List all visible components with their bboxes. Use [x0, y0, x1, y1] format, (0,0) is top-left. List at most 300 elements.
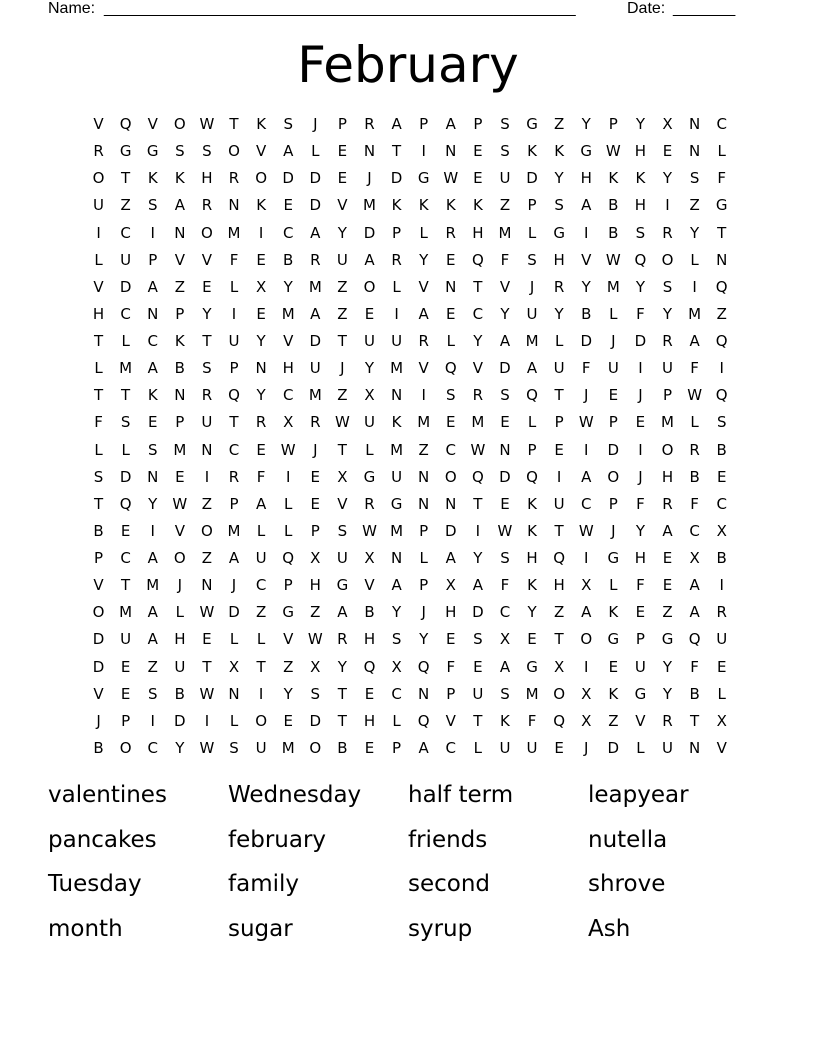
grid-letter: R [472, 386, 484, 405]
grid-letter: I [231, 304, 237, 323]
grid-letter: G [607, 630, 620, 649]
grid-letter: X [581, 711, 592, 730]
word-list-item: valentines [48, 782, 167, 808]
grid-letter: S [635, 223, 646, 242]
grid-letter: P [310, 521, 320, 540]
grid-letter: Y [419, 250, 429, 269]
word-list-item: Ash [588, 915, 631, 942]
grid-letter: T [473, 277, 483, 296]
grid-letter: I [204, 467, 210, 486]
grid-letter: E [662, 549, 673, 567]
grid-letter: N [201, 576, 213, 595]
grid-letter: P [608, 494, 618, 513]
grid-letter: M [119, 603, 133, 622]
grid-letter: B [337, 738, 348, 757]
grid-letter: L [473, 738, 483, 757]
grid-letter: W [334, 413, 350, 432]
grid-letter: B [174, 359, 185, 378]
grid-letter: Q [553, 549, 566, 567]
grid-letter: Y [527, 603, 537, 622]
grid-letter: L [229, 630, 239, 649]
grid-letter: E [364, 304, 375, 323]
grid-letter: T [391, 142, 402, 161]
grid-letter: T [93, 332, 104, 350]
grid-letter: E [608, 657, 619, 676]
grid-letter: T [121, 169, 131, 188]
grid-letter: U [662, 738, 673, 757]
grid-letter: R [201, 386, 213, 405]
grid-letter: W [172, 494, 188, 513]
grid-letter: E [283, 196, 293, 215]
grid-letter: M [173, 440, 187, 459]
grid-letter: S [527, 250, 537, 269]
grid-letter: B [716, 440, 727, 459]
grid-letter: M [525, 684, 539, 703]
grid-letter: Y [635, 115, 645, 133]
grid-letter: K [500, 711, 510, 730]
grid-letter: G [119, 142, 132, 161]
grid-letter: V [147, 115, 158, 133]
grid-letter: B [689, 467, 700, 486]
grid-letter: T [202, 657, 212, 676]
grid-letter: I [719, 359, 724, 378]
grid-letter: U [120, 630, 132, 649]
grid-letter: Q [526, 386, 538, 405]
grid-letter: L [94, 440, 103, 459]
grid-letter: W [199, 115, 215, 133]
grid-letter: Y [500, 304, 510, 323]
grid-letter: N [418, 467, 430, 486]
grid-letter: V [337, 196, 348, 215]
grid-letter: N [228, 196, 240, 215]
grid-letter: S [500, 386, 510, 405]
grid-letter: I [584, 440, 589, 459]
grid-letter: C [120, 223, 131, 242]
grid-letter: C [120, 549, 131, 567]
grid-letter: N [174, 223, 186, 242]
grid-letter: M [661, 413, 674, 432]
grid-letter: D [174, 711, 186, 730]
grid-letter: S [391, 630, 402, 649]
grid-letter: W [578, 521, 594, 540]
grid-letter: P [229, 494, 239, 513]
grid-letter: Y [337, 223, 347, 242]
grid-letter: C [147, 332, 158, 350]
grid-letter: Y [473, 332, 483, 350]
grid-letter: D [92, 630, 105, 649]
grid-letter: A [147, 549, 158, 567]
grid-letter: E [608, 386, 619, 405]
grid-letter: D [309, 196, 322, 215]
word-list-item: pancakes [48, 826, 157, 853]
grid-letter: H [282, 359, 294, 378]
grid-letter: B [174, 684, 185, 703]
grid-letter: I [150, 711, 155, 730]
grid-letter: B [608, 196, 619, 215]
grid-letter: G [282, 603, 295, 622]
word-list-item: syrup [408, 915, 473, 942]
grid-letter: M [688, 304, 702, 323]
grid-letter: O [363, 277, 376, 296]
grid-letter: T [121, 386, 131, 405]
grid-letter: T [93, 386, 104, 405]
grid-letter: W [687, 386, 703, 405]
grid-letter: A [499, 657, 511, 676]
grid-letter: O [255, 711, 268, 730]
grid-letter: B [283, 250, 294, 269]
grid-letter: T [256, 657, 266, 676]
grid-letter: E [256, 440, 266, 459]
grid-letter: T [717, 223, 727, 242]
grid-letter: B [716, 549, 727, 567]
grid-letter: R [337, 630, 348, 649]
grid-letter: M [281, 304, 295, 323]
grid-letter: M [146, 576, 160, 595]
grid-letter: L [284, 521, 293, 540]
grid-letter: R [201, 196, 213, 215]
grid-letter: Q [282, 549, 295, 567]
grid-letter: R [310, 413, 321, 432]
grid-letter: H [363, 711, 376, 730]
grid-letter: L [94, 250, 103, 269]
grid-letter: E [202, 277, 212, 296]
grid-letter: U [499, 738, 511, 757]
grid-letter: V [635, 711, 646, 730]
grid-letter: D [580, 332, 593, 350]
grid-letter: E [364, 738, 375, 757]
grid-letter: P [419, 521, 429, 540]
grid-letter: P [392, 738, 402, 757]
grid-letter: W [578, 413, 594, 432]
grid-letter: W [497, 521, 513, 540]
grid-letter: U [499, 169, 511, 188]
grid-letter: A [147, 277, 158, 296]
grid-letter: X [337, 467, 348, 486]
grid-letter: E [473, 657, 483, 676]
grid-letter: M [390, 440, 404, 459]
grid-letter: S [229, 738, 239, 757]
grid-letter: E [554, 440, 564, 459]
grid-letter: D [499, 467, 511, 486]
grid-letter: R [662, 332, 673, 350]
grid-letter: A [499, 332, 511, 350]
grid-letter: D [119, 277, 132, 296]
grid-letter: S [716, 413, 727, 432]
grid-letter: Q [526, 467, 538, 486]
grid-letter: A [283, 142, 294, 161]
grid-letter: O [92, 603, 105, 622]
grid-letter: Y [256, 332, 266, 350]
grid-letter: O [255, 169, 268, 188]
grid-letter: Z [201, 549, 213, 567]
grid-letter: V [445, 711, 456, 730]
grid-letter: R [364, 494, 375, 513]
grid-letter: Z [554, 115, 565, 133]
grid-letter: D [309, 711, 322, 730]
grid-letter: W [605, 250, 621, 269]
grid-letter: P [175, 304, 185, 323]
grid-letter: Y [554, 169, 564, 188]
grid-letter: K [256, 196, 267, 215]
grid-letter: H [174, 630, 186, 649]
grid-letter: T [337, 332, 347, 350]
word-list-item: february [228, 826, 327, 853]
grid-letter: T [202, 332, 212, 350]
grid-letter: X [499, 630, 511, 649]
grid-letter: F [636, 576, 645, 595]
grid-letter: K [391, 196, 402, 215]
grid-letter: X [228, 657, 240, 676]
grid-letter: L [175, 603, 184, 622]
grid-letter: K [472, 196, 483, 215]
grid-letter: N [418, 684, 430, 703]
grid-letter: D [526, 169, 538, 188]
grid-letter: U [255, 738, 267, 757]
grid-letter: E [635, 603, 646, 622]
grid-letter: F [256, 467, 266, 486]
grid-letter: J [421, 603, 426, 622]
grid-letter: P [419, 115, 429, 133]
grid-letter: K [635, 169, 646, 188]
grid-letter: U [363, 413, 375, 432]
word-list-item: leapyear [588, 782, 689, 808]
grid-letter: C [716, 115, 727, 133]
grid-letter: I [584, 657, 589, 676]
grid-letter: B [608, 223, 619, 242]
grid-letter: N [174, 386, 186, 405]
grid-letter: L [256, 521, 266, 540]
grid-letter: C [120, 304, 131, 323]
grid-letter: J [313, 115, 318, 133]
grid-letter: L [229, 277, 239, 296]
grid-letter: L [419, 223, 428, 242]
grid-letter: Q [363, 657, 376, 676]
grid-letter: P [635, 630, 645, 649]
grid-letter: R [662, 711, 673, 730]
grid-letter: U [228, 332, 240, 350]
grid-letter: Y [283, 277, 293, 296]
grid-letter: X [716, 521, 727, 540]
name-blank[interactable]: _____________________________________________________ [104, 0, 576, 17]
grid-letter: U [255, 549, 267, 567]
grid-letter: J [340, 359, 345, 378]
grid-letter: Q [119, 494, 132, 513]
word-list-item: friends [408, 826, 488, 853]
grid-letter: P [527, 440, 537, 459]
page-title: February [297, 36, 519, 94]
grid-letter: T [337, 711, 347, 730]
grid-letter: P [175, 413, 185, 432]
grid-letter: O [661, 250, 674, 269]
grid-letter: I [258, 223, 264, 242]
grid-letter: Z [174, 277, 185, 296]
grid-letter: K [147, 386, 158, 405]
grid-letter: I [556, 467, 562, 486]
grid-letter: Y [256, 386, 266, 405]
grid-letter: P [283, 576, 293, 595]
grid-letter: T [337, 684, 347, 703]
grid-letter: K [174, 169, 185, 188]
grid-letter: C [689, 521, 700, 540]
grid-letter: T [473, 711, 483, 730]
grid-letter: U [662, 359, 673, 378]
grid-letter: N [716, 250, 728, 269]
word-list-item: second [408, 871, 491, 897]
grid-letter: I [475, 521, 481, 540]
grid-letter: J [367, 169, 372, 188]
grid-letter: K [608, 684, 619, 703]
grid-letter: W [199, 603, 215, 622]
grid-letter: Q [715, 386, 728, 405]
grid-letter: D [309, 169, 322, 188]
grid-letter: Q [471, 250, 484, 269]
grid-letter: D [282, 169, 294, 188]
grid-letter: A [147, 630, 158, 649]
grid-letter: H [526, 549, 538, 567]
grid-letter: N [445, 142, 457, 161]
grid-letter: B [581, 304, 592, 323]
date-blank[interactable]: _______ [673, 0, 736, 17]
grid-letter: S [202, 142, 212, 161]
grid-letter: E [662, 576, 673, 595]
grid-letter: W [470, 440, 486, 459]
grid-letter: A [391, 115, 402, 133]
grid-letter: S [446, 386, 456, 405]
grid-letter: Y [581, 277, 591, 296]
grid-letter: D [363, 223, 376, 242]
grid-letter: V [337, 494, 348, 513]
grid-letter: S [554, 196, 564, 215]
header [48, 0, 768, 20]
grid-letter: Z [283, 657, 294, 676]
grid-letter: J [638, 386, 643, 405]
grid-letter: A [418, 304, 429, 323]
grid-letter: E [364, 684, 375, 703]
grid-letter: U [472, 684, 484, 703]
grid-letter: Q [688, 630, 701, 649]
grid-letter: O [607, 467, 620, 486]
grid-letter: P [337, 115, 347, 133]
grid-letter: N [363, 142, 376, 161]
grid-letter: Z [418, 440, 429, 459]
grid-letter: Q [471, 467, 484, 486]
grid-letter: N [201, 440, 213, 459]
grid-letter: Z [147, 657, 158, 676]
grid-letter: M [308, 277, 322, 296]
grid-letter: Y [635, 277, 645, 296]
grid-letter: Y [283, 684, 293, 703]
grid-letter: Z [255, 603, 267, 622]
grid-letter: P [121, 711, 131, 730]
grid-letter: X [581, 576, 592, 595]
grid-letter: E [554, 738, 564, 757]
grid-letter: D [607, 738, 620, 757]
grid-letter: Z [201, 494, 213, 513]
grid-letter: Z [689, 196, 700, 215]
grid-letter: L [717, 142, 726, 161]
grid-letter: H [309, 576, 321, 595]
grid-letter: H [201, 169, 213, 188]
grid-letter: Z [554, 603, 565, 622]
grid-letter: A [310, 304, 321, 323]
grid-letter: F [636, 494, 645, 513]
grid-letter: V [93, 115, 104, 133]
grid-letter: O [119, 738, 132, 757]
grid-letter: S [689, 169, 700, 188]
grid-letter: V [93, 277, 104, 296]
grid-letter: W [280, 440, 296, 459]
grid-letter: Q [553, 711, 566, 730]
grid-letter: V [716, 738, 727, 757]
grid-letter: D [309, 332, 322, 350]
grid-letter: I [584, 223, 589, 242]
grid-letter: A [689, 603, 700, 622]
grid-letter: D [119, 467, 132, 486]
grid-letter: A [228, 549, 240, 567]
grid-letter: E [527, 630, 537, 649]
grid-letter: S [120, 413, 131, 432]
grid-letter: E [716, 467, 727, 486]
grid-letter: U [336, 250, 348, 269]
grid-letter: Z [337, 277, 348, 296]
grid-letter: G [417, 169, 430, 188]
grid-letter: E [446, 630, 456, 649]
grid-letter: P [527, 196, 537, 215]
grid-letter: T [121, 576, 131, 595]
grid-letter: E [446, 413, 456, 432]
grid-letter: I [638, 440, 643, 459]
word-list [48, 775, 768, 953]
grid-letter: H [634, 196, 647, 215]
grid-letter: L [256, 630, 266, 649]
grid-letter: N [688, 738, 701, 757]
grid-letter: Y [473, 549, 483, 567]
word-list-item: family [228, 871, 299, 897]
grid-letter: C [255, 576, 267, 595]
grid-letter: N [445, 277, 457, 296]
grid-letter: L [690, 250, 699, 269]
grid-letter: Q [444, 359, 457, 378]
grid-letter: K [147, 169, 158, 188]
grid-letter: A [391, 576, 402, 595]
grid-letter: J [231, 576, 237, 595]
grid-letter: F [527, 711, 537, 730]
grid-letter: G [363, 467, 376, 486]
grid-letter: S [500, 549, 510, 567]
grid-letter: F [500, 250, 510, 269]
grid-letter: M [417, 413, 431, 432]
grid-letter: Z [310, 603, 321, 622]
grid-letter: D [499, 359, 511, 378]
grid-letter: V [93, 576, 104, 595]
grid-letter: Z [337, 304, 348, 323]
grid-letter: E [500, 413, 510, 432]
grid-letter: H [661, 467, 674, 486]
grid-letter: S [500, 115, 510, 133]
grid-letter: F [636, 304, 645, 323]
grid-letter: D [92, 657, 105, 676]
grid-letter: K [527, 521, 537, 540]
grid-letter: H [92, 304, 105, 323]
grid-letter: Q [119, 115, 132, 133]
grid-letter: K [608, 169, 619, 188]
grid-letter: N [688, 115, 701, 133]
grid-letter: L [121, 440, 130, 459]
grid-letter: L [419, 549, 428, 567]
grid-letter: U [553, 494, 565, 513]
grid-letter: L [229, 711, 239, 730]
grid-letter: U [363, 332, 375, 350]
